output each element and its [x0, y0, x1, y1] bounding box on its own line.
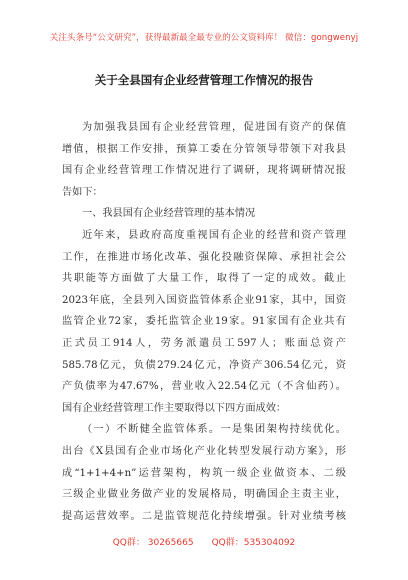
- paragraph-line: 监管企业72家，委托监管企业19家。91家国有企业共有: [62, 316, 346, 328]
- paragraph-line: 提高运营效率。二是监管规范化持续增强。针对业绩考核: [62, 510, 346, 522]
- paragraph-line: 国有企业经营管理工作情况进行了调研，现将调研情况报: [62, 165, 346, 177]
- paragraph-line: 告如下：: [62, 186, 103, 198]
- qq-group-1: QQ群： 30265665: [112, 538, 194, 548]
- paragraph-line: 正式员工914人，劳务派遣员工597人；账面总资产: [62, 337, 346, 349]
- paragraph-line: 为加强我县国有企业经营管理，促进国有资产的保值: [82, 122, 346, 133]
- qq-group-footer: [0, 535, 408, 548]
- paragraph-line: 产负债率为47.67%，营业收入22.54亿元（不含仙药）。: [62, 381, 346, 393]
- paragraph-line: 共职能等方面做了大量工作，取得了一定的成效。截止: [62, 273, 346, 285]
- paragraph-line: （一）不断健全监管体系。一是集团架构持续优化。: [82, 424, 346, 436]
- paragraph-line: 585.78亿元，负债279.24亿元，净资产306.54亿元，资: [62, 359, 346, 371]
- paragraph-line: 出台《X县国有企业市场化产业化转型发展行动方案》，形: [62, 445, 346, 457]
- section-heading: 一、我县国有企业经营管理的基本情况: [82, 208, 256, 220]
- paragraph-line: 国有企业经营管理工作主要取得以下四方面成效：: [62, 402, 287, 414]
- paragraph-line: 工作，在推进市场化改革、强化投融资保障、承担社会公: [62, 251, 346, 263]
- promo-banner: 关注头条号“公文研究”，获得最新最全最专业的公文资料库！ 微信：gongwenyj: [49, 33, 359, 43]
- document-body: [62, 117, 346, 527]
- qq-group-2: QQ群：535304092: [211, 538, 296, 548]
- paragraph-line: 2023年底，全县列入国资监管体系企业91家，其中，国资: [62, 294, 346, 306]
- paragraph-line: 成“1+1+4+n”运营架构，构筑一级企业做资本、二级: [62, 467, 346, 479]
- paragraph-line: 近年来，县政府高度重视国有企业的经营和资产管理: [82, 229, 346, 241]
- paragraph-line: 增值，根据工作安排，预算工委在分管领导带领下对我县: [62, 143, 346, 155]
- document-title: 关于全县国有企业经营管理工作情况的报告: [94, 73, 314, 87]
- paragraph-line: 三级企业做业务做产业的发展格局，明确国企主责主业，: [62, 489, 346, 501]
